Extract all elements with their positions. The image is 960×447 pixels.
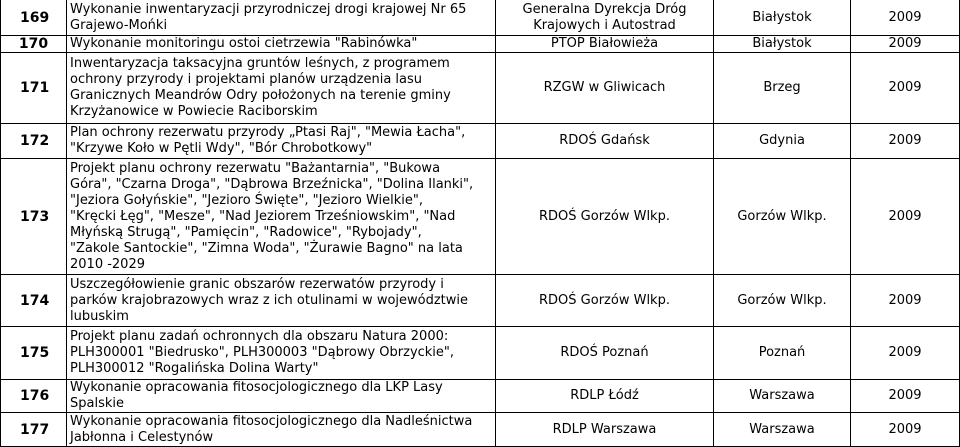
year: 2009 (851, 380, 960, 413)
description-line: "Kręcki Łęg", "Mesze", "Nad Jeziorem Trześniowskim", "Nad (70, 208, 456, 224)
year: 2009 (851, 53, 960, 124)
institution-line: RDLP Warszawa (552, 421, 657, 437)
description-line: Młyńską Strugą", "Pamięcin", "Radowice", "Rybojady", (70, 224, 422, 240)
project-description (67, 0, 496, 36)
description-line: Spalskie (70, 396, 124, 411)
description-line: PLH300012 "Rogalińska Dolina Warty" (70, 361, 319, 376)
client-institution (496, 53, 714, 124)
description-line: Plan ochrony rezerwatu przyrody „Ptasi Raj", "Mewia Łacha", (70, 125, 466, 140)
project-description (67, 275, 496, 327)
institution-line: PTOP Białowieża (550, 36, 659, 51)
institution-line: Generalna Dyrekcja Dróg (522, 1, 687, 17)
description-line: Granicznych Meandrów Odry położonych na terenie gminy (70, 88, 451, 103)
table-row (1, 0, 960, 36)
row-number: 176 (1, 380, 67, 413)
project-description (67, 380, 496, 413)
description-line: Grajewo-Mońki (70, 17, 168, 33)
description-line: lubuskim (70, 308, 129, 324)
table-row (1, 327, 960, 380)
year: 2009 (851, 159, 960, 275)
city: Białystok (714, 36, 851, 53)
description-line: Inwentaryzacja taksacyjna gruntów leśnych, z programem (70, 56, 450, 71)
year: 2009 (851, 36, 960, 53)
table-row (1, 275, 960, 327)
row-number: 175 (1, 327, 67, 380)
city: Warszawa (714, 413, 851, 447)
client-institution (496, 36, 714, 53)
description-line: Góra", "Czarna Droga", "Dąbrowa Brzeźnicka", "Dolina Ilanki", (70, 176, 474, 192)
city: Gdynia (714, 124, 851, 159)
year: 2009 (851, 124, 960, 159)
table-row (1, 380, 960, 413)
row-number: 169 (1, 0, 67, 36)
description-line: Wykonanie inwentaryzacji przyrodniczej drogi krajowej Nr 65 (70, 1, 467, 17)
table-row (1, 159, 960, 275)
client-institution (496, 0, 714, 36)
institution-line: RDOŚ Gorzów Wlkp. (539, 292, 670, 308)
institution-line: RDOŚ Gorzów Wlkp. (539, 208, 670, 224)
projects-table-body (1, 0, 960, 447)
city: Brzeg (714, 53, 851, 124)
table-row (1, 36, 960, 53)
year: 2009 (851, 413, 960, 447)
row-number: 171 (1, 53, 67, 124)
description-line: "Jeziora Gołyńskie", "Jezioro Święte", "Jezioro Wielkie", (70, 192, 424, 208)
description-line: parków krajobrazowych wraz z ich otulinami w województwie (70, 292, 469, 308)
project-description (67, 327, 496, 380)
institution-line: RDOŚ Gdańsk (559, 133, 650, 148)
description-line: "Krzywe Koło w Pętli Wdy", "Bór Chrobotkowy" (70, 141, 373, 156)
description-line: Wykonanie opracowania fitosocjologicznego dla LKP Lasy (70, 380, 443, 395)
description-line: 2010 -2029 (70, 256, 145, 272)
project-description (67, 159, 496, 275)
description-line: Wykonanie monitoringu ostoi cietrzewia "Rabinówka" (70, 36, 418, 51)
client-institution (496, 275, 714, 327)
institution-line: RDLP Łódź (570, 388, 639, 403)
project-description (67, 413, 496, 447)
table-row (1, 413, 960, 447)
description-line: Projekt planu zadań ochronnych dla obszaru Natura 2000: (70, 329, 449, 344)
project-description (67, 124, 496, 159)
row-number: 172 (1, 124, 67, 159)
client-institution (496, 124, 714, 159)
city: Białystok (714, 0, 851, 36)
year: 2009 (851, 0, 960, 36)
client-institution (496, 159, 714, 275)
row-number: 170 (1, 36, 67, 53)
description-line: "Zakole Santockie", "Zimna Woda", "Żurawie Bagno" na lata (70, 240, 463, 256)
description-line: Krzyżanowice w Powiecie Raciborskim (70, 104, 318, 119)
institution-line: RDOŚ Poznań (560, 345, 649, 360)
year: 2009 (851, 327, 960, 380)
city: Gorzów Wlkp. (714, 275, 851, 327)
client-institution (496, 327, 714, 380)
description-line: Projekt planu ochrony rezerwatu "Bażantarnia", "Bukowa (70, 160, 441, 176)
city: Warszawa (714, 380, 851, 413)
institution-line: RZGW w Gliwicach (543, 80, 666, 95)
client-institution (496, 413, 714, 447)
client-institution (496, 380, 714, 413)
project-description (67, 53, 496, 124)
year: 2009 (851, 275, 960, 327)
description-line: Wykonanie opracowania fitosocjologicznego dla Nadleśnictwa (70, 413, 473, 429)
row-number: 177 (1, 413, 67, 447)
table-row (1, 124, 960, 159)
description-line: ochrony przyrody i projektami planów urządzenia lasu (70, 72, 423, 87)
city: Poznań (714, 327, 851, 380)
description-line: Uszczegółowienie granic obszarów rezerwatów przyrody i (70, 276, 444, 292)
row-number: 173 (1, 159, 67, 275)
city: Gorzów Wlkp. (714, 159, 851, 275)
description-line: PLH300001 "Biedrusko", PLH300003 "Dąbrowy Obrzyckie", (70, 345, 455, 360)
table-row (1, 53, 960, 124)
description-line: Jabłonna i Celestynów (70, 429, 214, 445)
institution-line: Krajowych i Autostrad (533, 17, 676, 33)
project-description (67, 36, 496, 53)
row-number: 174 (1, 275, 67, 327)
